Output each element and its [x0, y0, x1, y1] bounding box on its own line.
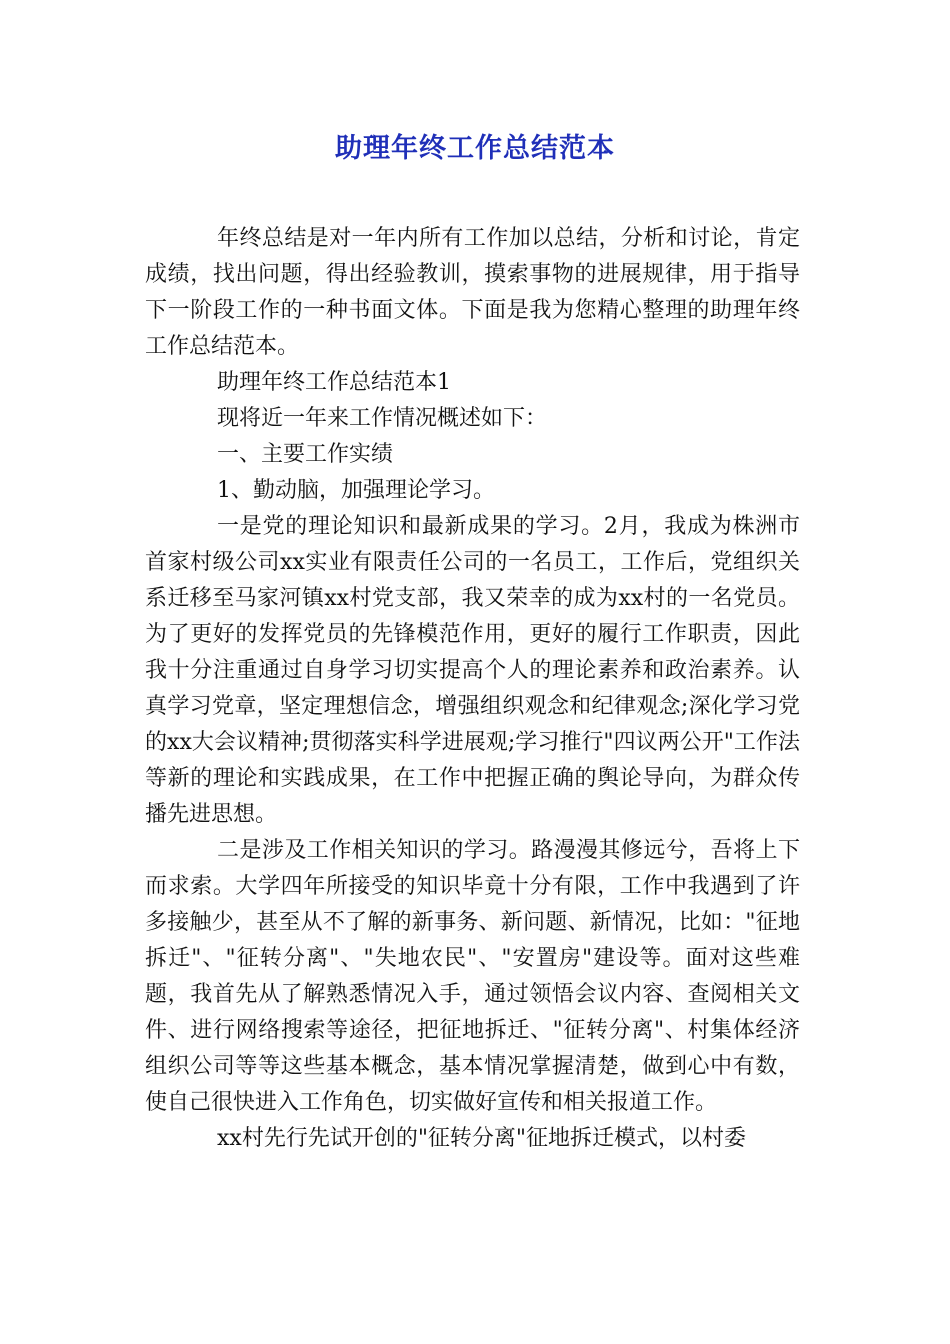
- item-heading: 1、勤动脑，加强理论学习。: [217, 478, 495, 503]
- section-heading: 助理年终工作总结范本1: [217, 370, 451, 395]
- document-body: [145, 221, 800, 1157]
- body-paragraph: 二是涉及工作相关知识的学习。路漫漫其修远兮，吾将上下而求索。大学四年所接受的知识毕竟十分有限，工作中我遇到了许多接触少，甚至从不了解的新事务、新问题、新情况，比如："征地拆迁"、"征转分离"、"失地农民"、"安置房"建设等。面对这些难题，我首先从了解熟悉情况入手，通过领悟会议内容、查阅相关文件、进行网络搜索等途径，把征地拆迁、"征转分离"、村集体经济组织公司等等这些基本概念，基本情况掌握清楚，做到心中有数，使自己很快进入工作角色，切实做好宣传和相关报道工作。: [145, 838, 800, 1115]
- document-title: 助理年终工作总结范本: [335, 133, 615, 164]
- subsection-heading: 一、主要工作实绩: [217, 442, 394, 467]
- overview-line: 现将近一年来工作情况概述如下：: [217, 406, 548, 431]
- intro-paragraph: 年终总结是对一年内所有工作加以总结，分析和讨论，肯定成绩，找出问题，得出经验教训，摸索事物的进展规律，用于指导下一阶段工作的一种书面文体。下面是我为您精心整理的助理年终工作总结范本。: [145, 226, 800, 359]
- body-paragraph: 一是党的理论知识和最新成果的学习。2月，我成为株洲市首家村级公司xx实业有限责任公司的一名员工，工作后，党组织关系迁移至马家河镇xx村党支部，我又荣幸的成为xx村的一名党员。为了更好的发挥党员的先锋模范作用，更好的履行工作职责，因此我十分注重通过自身学习切实提高个人的理论素养和政治素养。认真学习党章，坚定理想信念，增强组织观念和纪律观念;深化学习党的xx大会议精神;贯彻落实科学进展观;学习推行"四议两公开"工作法等新的理论和实践成果，在工作中把握正确的舆论导向，为群众传播先进思想。: [145, 514, 800, 827]
- body-paragraph: xx村先行先试开创的"征转分离"征地拆迁模式，以村委: [217, 1126, 747, 1151]
